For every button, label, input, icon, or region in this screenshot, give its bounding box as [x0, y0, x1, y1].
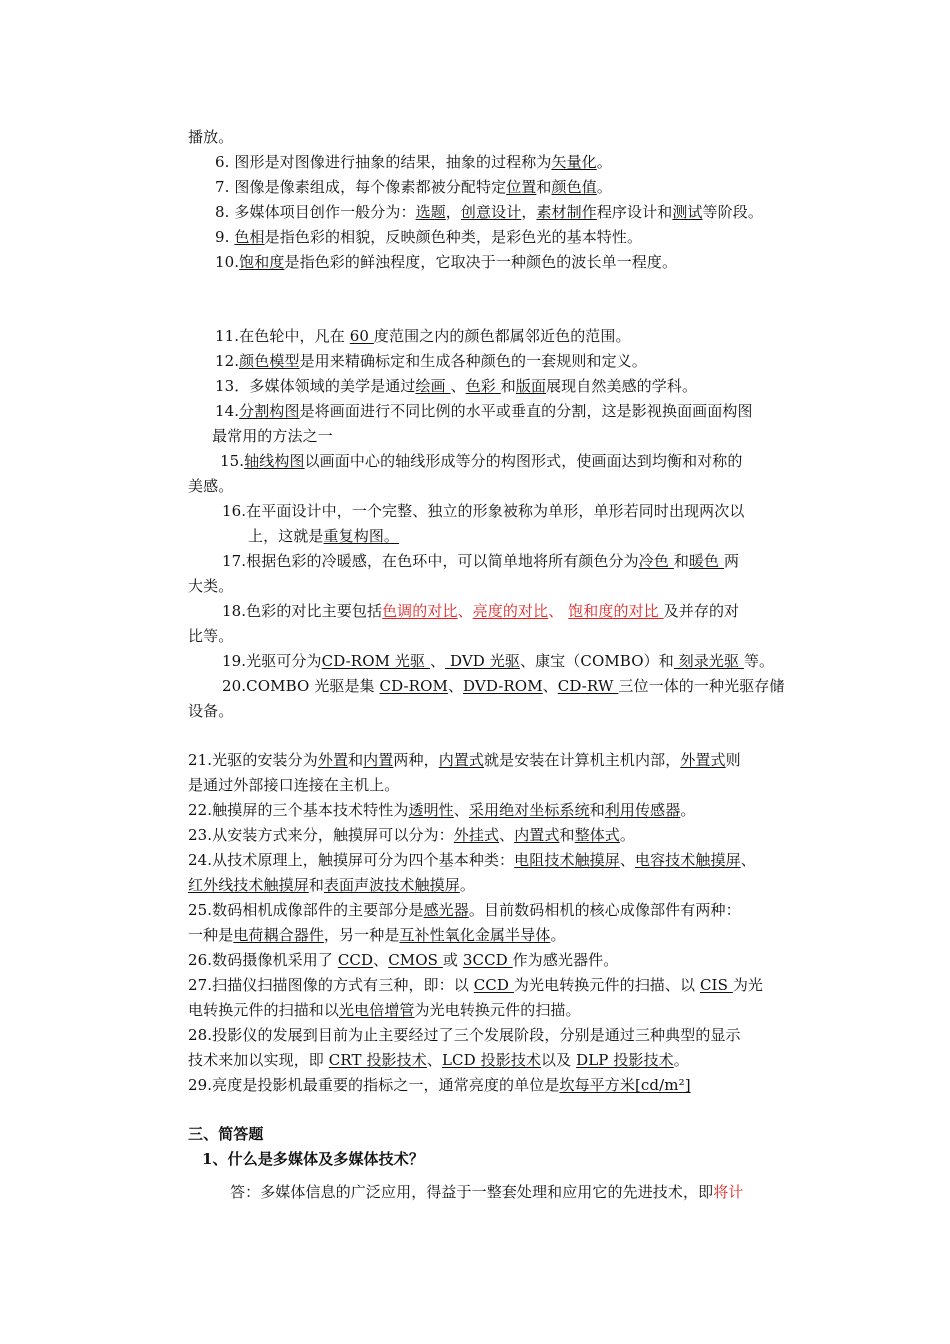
text-segment: ， [521, 203, 537, 221]
answer-blank: 颜色模型 [239, 352, 300, 370]
text-segment: 15. [220, 452, 245, 470]
text-segment: 是通过外部接口连接在主机上。 [188, 776, 400, 794]
text-segment: 7. 图像是像素组成，每个像素都被分配特定 [215, 178, 507, 196]
text-segment: 、 [426, 1051, 442, 1069]
text-segment: 、 [457, 602, 473, 620]
answer-blank: 重复构图。 [323, 527, 400, 545]
text-segment: 、 [447, 677, 464, 695]
text-segment: 为光电转换元件的扫描、以 [513, 976, 700, 994]
text-segment: 就是安装在计算机主机内部， [484, 751, 681, 769]
answer-blank: 暖色 [688, 552, 725, 570]
text-line [188, 750, 741, 770]
text-segment: 、 [450, 377, 466, 395]
answer-blank: 感光器 [423, 901, 469, 919]
text-line [188, 1000, 581, 1020]
text-segment: 、 [548, 602, 569, 620]
answer-blank: DLP 投影技术 [576, 1051, 674, 1069]
text-segment: 为光电转换元件的扫描。 [414, 1001, 581, 1019]
text-line [188, 800, 695, 820]
text-segment: 技术来加以实现，即 [188, 1051, 329, 1069]
answer-blank: DVD 光驱 [445, 652, 520, 670]
text-segment: 是用来精确标定和生成各种颜色的一套规则和定义。 [299, 352, 647, 370]
text-line [188, 925, 566, 945]
text-segment: 。 [550, 926, 566, 944]
text-line [202, 1149, 424, 1169]
answer-blank: 刻录光驱 [673, 652, 744, 670]
text-segment: 、 [740, 851, 756, 869]
text-line [188, 1025, 741, 1045]
text-segment: 两 [724, 552, 740, 570]
text-line [188, 950, 618, 970]
answer-blank: LCD 投影技术 [441, 1051, 542, 1069]
text-line [188, 825, 635, 845]
answer-blank: 颜色值 [551, 178, 597, 196]
text-segment: 播放。 [188, 128, 234, 146]
text-line [248, 526, 399, 546]
text-segment: 和 [559, 826, 575, 844]
text-line [215, 326, 631, 346]
text-segment: 29.亮度是投影机最重要的指标之一，通常亮度的单位是 [188, 1076, 560, 1094]
answer-blank: 创意设计 [460, 203, 522, 221]
text-segment: 为光 [732, 976, 764, 994]
text-segment: 作为感光器件。 [512, 951, 619, 969]
text-segment: 则 [725, 751, 741, 769]
answer-blank: 轴线构图 [244, 452, 305, 470]
text-segment: 两种， [393, 751, 439, 769]
answer-blank: 光电倍增管 [339, 1001, 415, 1019]
answer-blank: 分割构图 [239, 402, 300, 420]
text-line [215, 202, 763, 222]
text-segment: 展现自然美感的学科。 [546, 377, 698, 395]
text-segment: 以及 [541, 1051, 577, 1069]
answer-blank: 饱和度 [239, 253, 285, 271]
text-segment: 是指色彩的相貌，反映颜色种类，是彩色光的基本特性。 [264, 228, 643, 246]
text-segment: 是将画面进行不同比例的水平或垂直的分割，这是影视换面画面构图 [299, 402, 753, 420]
text-segment: 三、简答题 [188, 1125, 264, 1143]
text-segment: 和 [500, 377, 516, 395]
text-segment: 、康宝（COMBO）和 [519, 652, 674, 670]
text-line [188, 1124, 264, 1144]
text-segment: 和 [348, 751, 364, 769]
text-line [188, 476, 233, 496]
text-line [188, 900, 741, 920]
text-line [188, 576, 233, 596]
answer-blank: 利用传感器 [604, 801, 681, 819]
text-line [222, 501, 744, 521]
text-segment: 18.色彩的对比主要包括 [222, 602, 383, 620]
text-segment: 28.投影仪的发展到目前为止主要经过了三个发展阶段，分别是通过三种典型的显示 [188, 1026, 741, 1044]
answer-blank: 内置式 [514, 826, 560, 844]
text-segment: 23.从安装方式来分，触摸屏可以分为： [188, 826, 454, 844]
text-line [188, 127, 233, 147]
text-line [188, 875, 475, 895]
text-segment: 21.光驱的安装分为 [188, 751, 318, 769]
answer-blank: 3CCD [462, 951, 513, 969]
answer-blank: 电容技术触摸屏 [634, 851, 741, 869]
text-segment: 一种是 [188, 926, 234, 944]
answer-blank: CRT 投影技术 [328, 1051, 427, 1069]
text-segment: 将计 [713, 1183, 744, 1201]
text-segment: 最常用的方法之一 [212, 427, 333, 445]
answer-blank: 测试 [672, 203, 703, 221]
text-segment: 13．多媒体领域的美学是通过 [215, 377, 416, 395]
answer-blank: 电荷耦合器件 [233, 926, 324, 944]
text-segment: 26.数码摄像机采用了 [188, 951, 338, 969]
text-line [188, 1050, 689, 1070]
text-segment: 等阶段。 [702, 203, 763, 221]
answer-blank: CCD [473, 976, 514, 994]
text-segment: 和 [308, 876, 324, 894]
answer-blank: 绘画 [415, 377, 451, 395]
answer-blank: 冷色 [638, 552, 674, 570]
text-segment: 25.数码相机成像部件的主要部分是 [188, 901, 424, 919]
text-segment: 9. [215, 228, 235, 246]
text-segment: 度范围之内的颜色都属邻近色的范围。 [373, 327, 631, 345]
text-line [188, 975, 763, 995]
answer-blank: 整体式 [574, 826, 620, 844]
answer-blank: 红外线技术触摸屏 [188, 876, 309, 894]
answer-blank: 互补性氧化金属半导体 [399, 926, 551, 944]
text-segment: 。 [619, 826, 636, 844]
text-segment: 。目前数码相机的核心成像部件有两种： [468, 901, 741, 919]
text-line [220, 451, 742, 471]
text-segment: 是指色彩的鲜浊程度，它取决于一种颜色的波长单一程度。 [284, 253, 678, 271]
text-segment: 及并存的对 [663, 602, 740, 620]
answer-blank: 色彩 [465, 377, 501, 395]
text-segment: 6. 图形是对图像进行抽象的结果，抽象的过程称为 [215, 153, 552, 171]
text-line [188, 701, 233, 721]
text-line [222, 676, 785, 696]
text-segment: 、 [499, 826, 515, 844]
answer-blank: CCD [337, 951, 374, 969]
answer-blank: 外挂式 [453, 826, 500, 844]
text-segment: 19.光驱可分为 [222, 652, 322, 670]
text-segment: 10. [215, 253, 240, 271]
answer-blank: 透明性 [408, 801, 454, 819]
answer-blank: 电阻技术触摸屏 [514, 851, 620, 869]
answer-blank: CD-RW [557, 677, 619, 695]
text-segment: 、 [453, 801, 469, 819]
text-segment: 20.COMBO 光驱是集 [222, 677, 380, 695]
answer-blank: 版面 [515, 377, 547, 395]
answer-blank: 内置式 [438, 751, 484, 769]
text-line [215, 227, 642, 247]
text-segment: 。 [680, 801, 696, 819]
answer-blank: 采用绝对坐标系统 [468, 801, 590, 819]
answer-blank: 色调的对比 [382, 602, 458, 620]
text-segment: 。 [596, 178, 612, 196]
text-segment: 。 [673, 1051, 689, 1069]
text-line [222, 651, 774, 671]
answer-blank: 坎每平方米[cd/m²] [559, 1076, 691, 1094]
text-segment: ，另一种是 [323, 926, 400, 944]
text-line [215, 177, 612, 197]
answer-blank: 外置 [317, 751, 349, 769]
text-segment: 。 [596, 153, 612, 171]
text-line [222, 601, 739, 621]
answer-blank: 外置式 [680, 751, 726, 769]
text-segment: 8. 多媒体项目创作一般分为： [215, 203, 416, 221]
text-segment: 上，这就是 [248, 527, 324, 545]
answer-blank: CD-ROM [379, 677, 448, 695]
text-line [215, 401, 753, 421]
text-segment: 以画面中心的轴线形成等分的构图形式，使画面达到均衡和对称的 [304, 452, 743, 470]
text-segment: 美感。 [188, 477, 234, 495]
answer-blank: 亮度的对比 [472, 602, 549, 620]
answer-blank: 色相 [234, 228, 265, 246]
answer-blank: 表面声波技术触摸屏 [323, 876, 460, 894]
text-segment: 程序设计和 [596, 203, 673, 221]
text-line [215, 351, 647, 371]
text-segment: 、 [430, 652, 446, 670]
text-line [212, 426, 333, 446]
answer-blank: 素材制作 [536, 203, 597, 221]
text-segment: 和 [589, 801, 605, 819]
text-segment: 、 [619, 851, 635, 869]
text-segment: 大类。 [188, 577, 234, 595]
text-segment: 、 [373, 951, 389, 969]
answer-blank: 60 [349, 327, 374, 345]
text-segment: 设备。 [188, 702, 234, 720]
text-segment: ， [445, 203, 461, 221]
text-segment: 答：多媒体信息的广泛应用，得益于一整套处理和应用它的先进技术，即 [230, 1183, 714, 1201]
text-segment: 、 [542, 677, 558, 695]
text-segment: 12. [215, 352, 240, 370]
answer-blank: DVD-ROM [463, 677, 543, 695]
text-line [230, 1182, 743, 1202]
text-line [215, 152, 612, 172]
text-line [215, 252, 677, 272]
answer-blank: 位置 [506, 178, 537, 196]
text-segment: 。 [459, 876, 475, 894]
text-line [222, 551, 739, 571]
answer-blank: 饱和度的对比 [568, 602, 664, 620]
text-segment: 1、什么是多媒体及多媒体技术？ [202, 1150, 424, 1168]
text-segment: 24.从技术原理上，触摸屏可分为四个基本种类： [188, 851, 515, 869]
text-segment: 27.扫描仪扫描图像的方式有三种，即：以 [188, 976, 474, 994]
text-segment: 17.根据色彩的冷暖感，在色环中，可以简单地将所有颜色分为 [222, 552, 639, 570]
text-segment: 和 [536, 178, 552, 196]
answer-blank: 选题 [415, 203, 446, 221]
text-segment: 14. [215, 402, 240, 420]
text-segment: 三位一体的一种光驱存储 [618, 677, 785, 695]
text-line [188, 775, 399, 795]
text-segment: 比等。 [188, 627, 234, 645]
text-line [188, 850, 756, 870]
text-segment: 11.在色轮中，凡在 [215, 327, 350, 345]
text-line [188, 626, 233, 646]
text-segment: 等。 [743, 652, 775, 670]
text-segment: 22.触摸屏的三个基本技术特性为 [188, 801, 409, 819]
text-line [215, 376, 697, 396]
answer-blank: 矢量化 [551, 153, 597, 171]
answer-blank: CMOS [388, 951, 443, 969]
text-segment: 和 [673, 552, 689, 570]
answer-blank: 内置 [363, 751, 394, 769]
text-segment: 或 [442, 951, 463, 969]
text-line [188, 1075, 691, 1095]
answer-blank: CD-ROM 光驱 [321, 652, 430, 670]
text-segment: 电转换元件的扫描和以 [188, 1001, 340, 1019]
answer-blank: CIS [699, 976, 733, 994]
text-segment: 16.在平面设计中，一个完整、独立的形象被称为单形，单形若同时出现两次以 [222, 502, 745, 520]
